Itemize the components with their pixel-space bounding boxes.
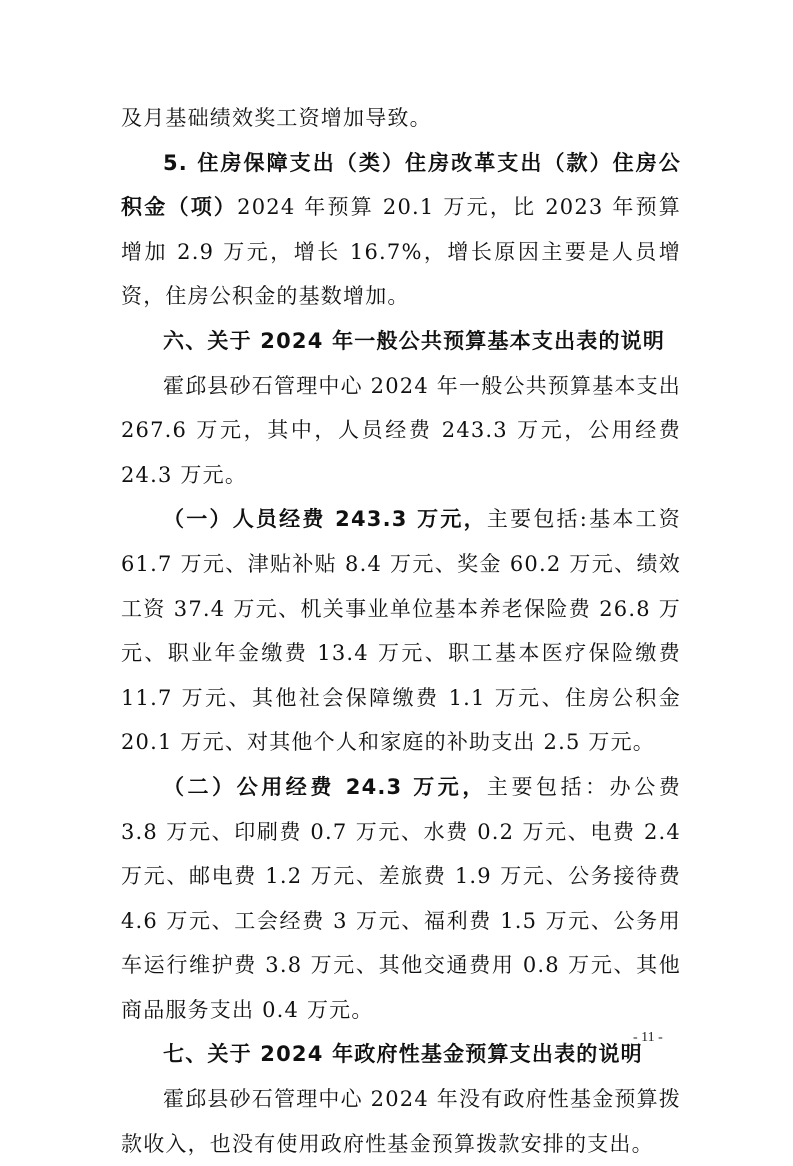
- personnel-expenses-text: 主要包括:基本工资 61.7 万元、津贴补贴 8.4 万元、奖金 60.2 万元、绩效工资 37.4 万元、机关事业单位基本养老保险费 26.8 万元、职业年金缴费 13.4 万元、职工基本医疗保险缴费 11.7 万元、其他社会保障缴费 1.1 万元、住房公积金 20.1 万元、对其他个人和家庭的补助支出 2.5 万元。: [121, 507, 682, 755]
- housing-fund-text: 2024 年预算 20.1 万元，比 2023 年预算增加 2.9 万元，增长 16.7%，增长原因主要是人员增资，住房公积金的基数增加。: [121, 195, 682, 309]
- section-6-intro: 霍邱县砂石管理中心 2024 年一般公共预算基本支出 267.6 万元，其中，人员经费 243.3 万元，公用经费 24.3 万元。: [121, 373, 681, 487]
- paragraph-personnel-expenses: [121, 497, 681, 765]
- paragraph-continuation: 及月基础绩效奖工资增加导致。: [121, 106, 432, 130]
- paragraph-public-expenses: [121, 765, 681, 1033]
- public-expenses-text: 主要包括：办公费 3.8 万元、印刷费 0.7 万元、水费 0.2 万元、电费 2.4 万元、邮电费 1.2 万元、差旅费 1.9 万元、公务接待费 4.6 万元、工会经费 3 万元、福利费 1.5 万元、公务用车运行维护费 3.8 万元、其他交通费用 0.8 万元、其他商品服务支出 0.4 万元。: [121, 774, 681, 1022]
- document-body: [121, 96, 681, 1166]
- personnel-expenses-label: （一）人员经费 243.3 万元，: [163, 507, 487, 532]
- section-6-title: 六、关于 2024 年一般公共预算基本支出表的说明: [163, 328, 666, 353]
- paragraph-housing-fund: [121, 141, 681, 319]
- housing-fund-heading: 5. 住房保障支出（类）住房改革支出（款）住房公积金（项）: [121, 150, 681, 220]
- page-number: - 11 -: [633, 1030, 663, 1045]
- public-expenses-label: （二）公用经费 24.3 万元，: [163, 774, 487, 799]
- section-7-title: 七、关于 2024 年政府性基金预算支出表的说明: [163, 1042, 643, 1067]
- section-7-body: 霍邱县砂石管理中心 2024 年没有政府性基金预算拨款收入，也没有使用政府性基金预算拨款安排的支出。: [121, 1087, 681, 1156]
